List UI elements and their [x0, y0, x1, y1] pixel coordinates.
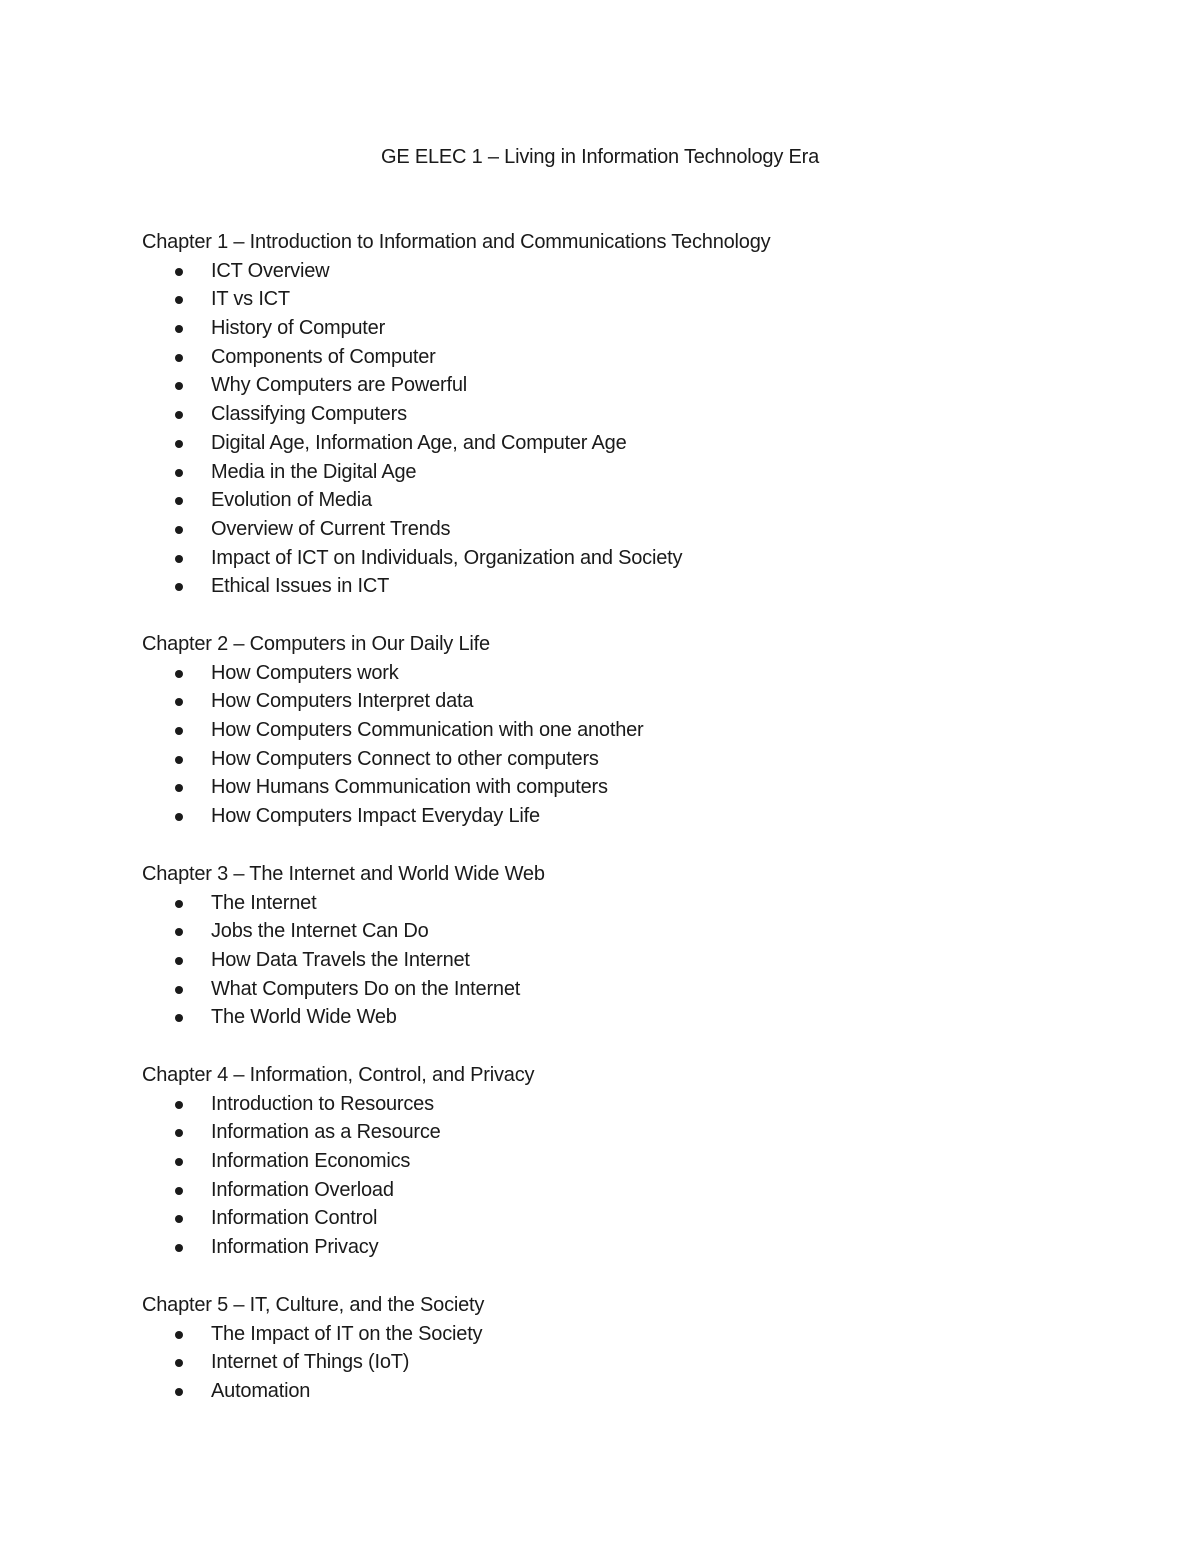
bullet-icon	[175, 382, 183, 390]
bullet-icon	[175, 268, 183, 276]
chapter-heading: Chapter 1 – Introduction to Information and Communications Technology	[142, 231, 771, 253]
bullet-icon	[175, 698, 183, 706]
chapter-4	[142, 1061, 1102, 1262]
list-item	[142, 285, 1102, 314]
topic-label: Impact of ICT on Individuals, Organization and Society	[211, 546, 683, 569]
bullet-icon	[175, 670, 183, 678]
list-item	[142, 1090, 1102, 1119]
topic-list	[142, 257, 1102, 601]
list-item	[142, 946, 1102, 975]
chapter-heading: Chapter 5 – IT, Culture, and the Society	[142, 1294, 485, 1316]
bullet-icon	[175, 1158, 183, 1166]
document-title: GE ELEC 1 – Living in Information Technology Era	[380, 146, 820, 168]
bullet-icon	[175, 1129, 183, 1137]
bullet-icon	[175, 411, 183, 419]
bullet-icon	[175, 555, 183, 563]
list-item	[142, 1176, 1102, 1205]
chapter-heading: Chapter 4 – Information, Control, and Privacy	[142, 1064, 535, 1086]
bullet-icon	[175, 1331, 183, 1339]
topic-label: The Impact of IT on the Society	[211, 1322, 483, 1345]
bullet-icon	[175, 354, 183, 362]
topic-label: Information Control	[211, 1207, 378, 1230]
bullet-icon	[175, 1187, 183, 1195]
list-item	[142, 400, 1102, 429]
topic-label: How Computers Interpret data	[211, 690, 474, 713]
list-item	[142, 975, 1102, 1004]
topic-label: Components of Computer	[211, 345, 436, 368]
topic-label: Introduction to Resources	[211, 1092, 434, 1115]
list-item	[142, 343, 1102, 372]
topic-label: How Data Travels the Internet	[211, 949, 470, 972]
bullet-icon	[175, 928, 183, 936]
topic-label: Classifying Computers	[211, 403, 407, 426]
topic-label: Jobs the Internet Can Do	[211, 920, 429, 943]
topic-list	[142, 659, 1102, 831]
topic-label: Internet of Things (IoT)	[211, 1351, 410, 1374]
bullet-icon	[175, 526, 183, 534]
bullet-icon	[175, 813, 183, 821]
chapter-5	[142, 1291, 1102, 1406]
topic-label: Digital Age, Information Age, and Computer Age	[211, 431, 627, 454]
bullet-icon	[175, 1359, 183, 1367]
list-item	[142, 257, 1102, 286]
bullet-icon	[175, 756, 183, 764]
topic-label: The Internet	[211, 891, 317, 914]
list-item	[142, 544, 1102, 573]
list-item	[142, 1320, 1102, 1349]
list-item	[142, 1003, 1102, 1032]
topic-label: Overview of Current Trends	[211, 517, 451, 540]
list-item	[142, 1233, 1102, 1262]
topic-label: Why Computers are Powerful	[211, 374, 468, 397]
list-item	[142, 458, 1102, 487]
bullet-icon	[175, 1215, 183, 1223]
chapter-1	[142, 228, 1102, 601]
list-item	[142, 1147, 1102, 1176]
list-item	[142, 1204, 1102, 1233]
bullet-icon	[175, 957, 183, 965]
topic-label: How Computers Connect to other computers	[211, 747, 599, 770]
topic-label: Information as a Resource	[211, 1121, 441, 1144]
bullet-icon	[175, 784, 183, 792]
list-item	[142, 515, 1102, 544]
bullet-icon	[175, 325, 183, 333]
bullet-icon	[175, 497, 183, 505]
list-item	[142, 572, 1102, 601]
list-item	[142, 745, 1102, 774]
bullet-icon	[175, 1388, 183, 1396]
topic-label: Information Overload	[211, 1178, 394, 1201]
topic-list	[142, 889, 1102, 1032]
topic-label: Media in the Digital Age	[211, 460, 417, 483]
list-item	[142, 1348, 1102, 1377]
topic-label: Ethical Issues in ICT	[211, 575, 390, 598]
topic-label: How Computers Impact Everyday Life	[211, 805, 540, 828]
topic-label: How Computers Communication with one another	[211, 719, 644, 742]
list-item	[142, 429, 1102, 458]
bullet-icon	[175, 583, 183, 591]
list-item	[142, 889, 1102, 918]
chapter-heading: Chapter 2 – Computers in Our Daily Life	[142, 633, 490, 655]
topic-label: Automation	[211, 1380, 311, 1403]
list-item	[142, 716, 1102, 745]
topic-label: Information Economics	[211, 1150, 411, 1173]
list-item	[142, 917, 1102, 946]
topic-list	[142, 1090, 1102, 1262]
list-item	[142, 802, 1102, 831]
bullet-icon	[175, 900, 183, 908]
list-item	[142, 773, 1102, 802]
topic-label: Evolution of Media	[211, 489, 372, 512]
topic-label: ICT Overview	[211, 259, 330, 282]
topic-label: How Computers work	[211, 661, 399, 684]
bullet-icon	[175, 1101, 183, 1109]
list-item	[142, 659, 1102, 688]
topic-label: What Computers Do on the Internet	[211, 977, 521, 1000]
topic-label: Information Privacy	[211, 1236, 379, 1259]
bullet-icon	[175, 1014, 183, 1022]
topic-list	[142, 1320, 1102, 1406]
bullet-icon	[175, 469, 183, 477]
list-item	[142, 1118, 1102, 1147]
list-item	[142, 486, 1102, 515]
list-item	[142, 687, 1102, 716]
bullet-icon	[175, 440, 183, 448]
list-item	[142, 371, 1102, 400]
topic-label: History of Computer	[211, 317, 386, 340]
topic-label: How Humans Communication with computers	[211, 776, 608, 799]
topic-label: The World Wide Web	[211, 1006, 397, 1029]
bullet-icon	[175, 1244, 183, 1252]
topic-label: IT vs ICT	[211, 288, 290, 311]
bullet-icon	[175, 986, 183, 994]
chapter-2	[142, 630, 1102, 831]
bullet-icon	[175, 296, 183, 304]
list-item	[142, 1377, 1102, 1406]
bullet-icon	[175, 727, 183, 735]
list-item	[142, 314, 1102, 343]
chapter-heading: Chapter 3 – The Internet and World Wide Web	[142, 863, 545, 885]
chapter-3	[142, 860, 1102, 1032]
